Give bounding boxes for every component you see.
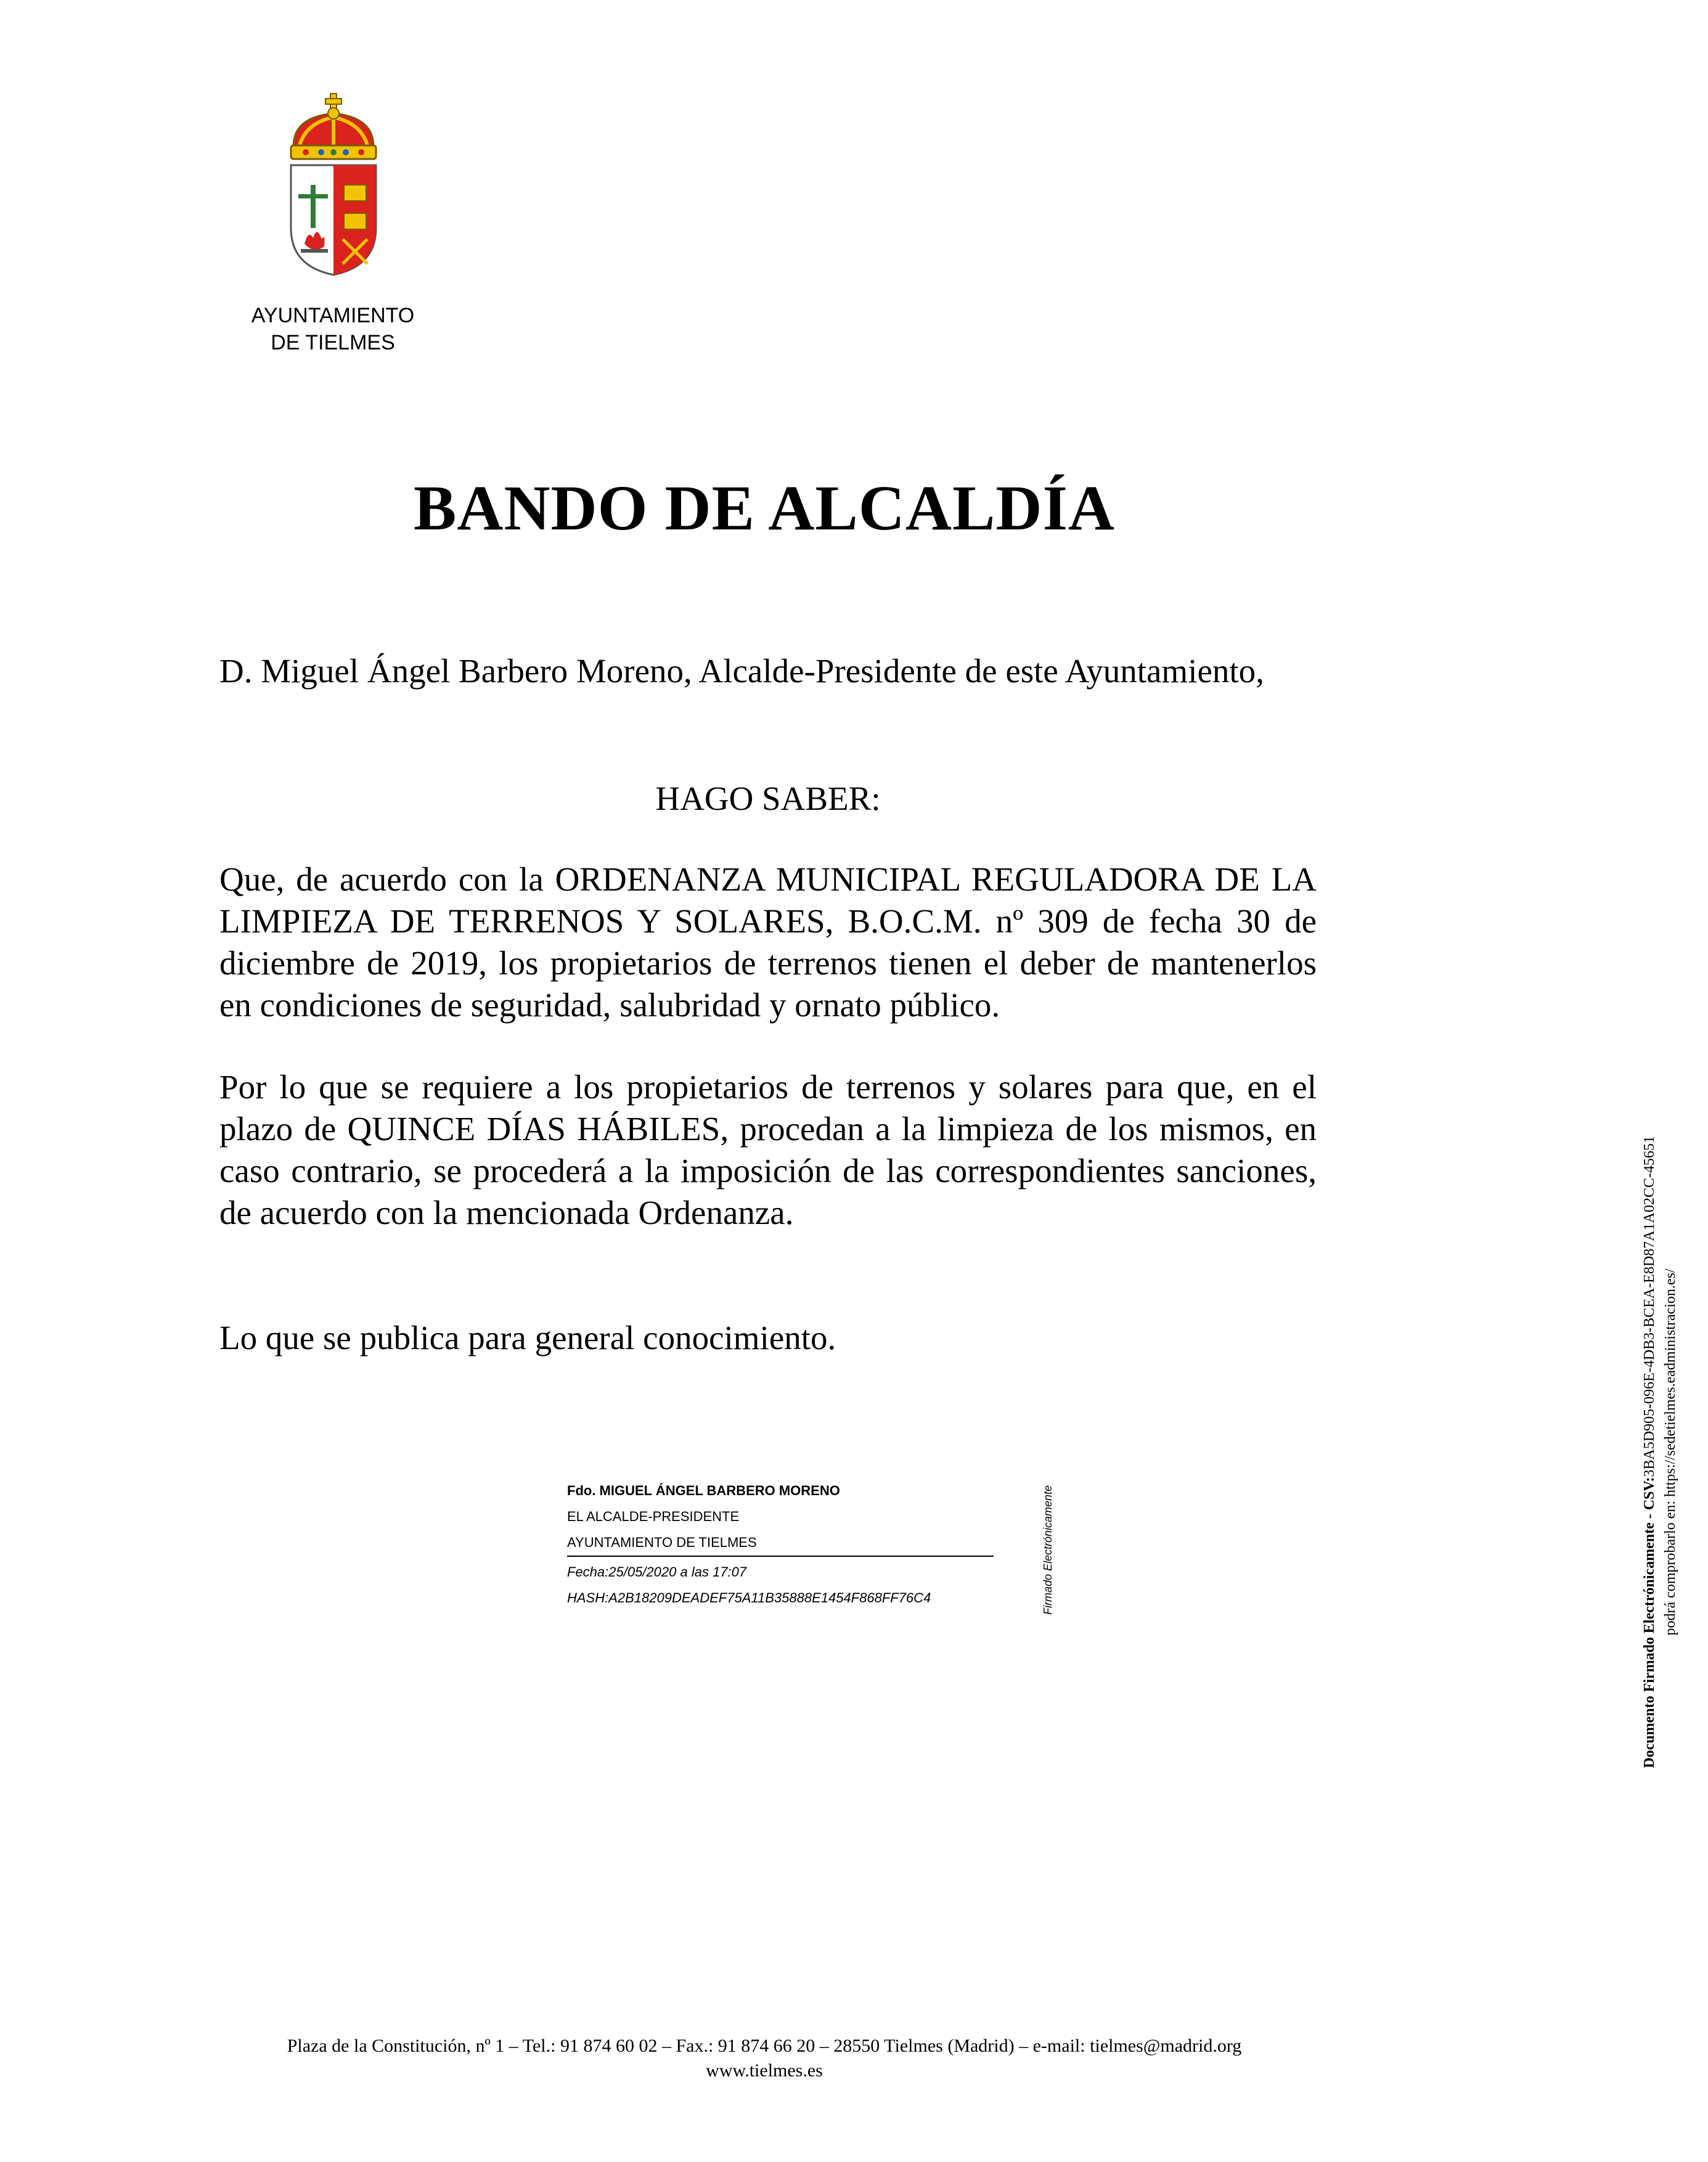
footer-website: www.tielmes.es (706, 2060, 823, 2081)
csv-label: Documento Firmado Electrónicamente - CSV: (1641, 1477, 1657, 1768)
signature-rule (567, 1556, 994, 1557)
signature-name: Fdo. MIGUEL ÁNGEL BARBERO MORENO (567, 1483, 840, 1498)
intro-paragraph: D. Miguel Ángel Barbero Moreno, Alcalde-Presidente de este Ayuntamiento, (219, 652, 1264, 690)
requirement-paragraph: Por lo que se requiere a los propietarios de terrenos y solares para que, en el plazo de QUINCE DÍAS HÁBILES, procedan a la limpieza de los mismos, en caso contrario, se procederá a la imposición de las correspondientes sanciones, de acuerdo con la mencionada Ordenanza. (219, 1068, 1317, 1231)
csv-line (1639, 1076, 1660, 1828)
signature-role: EL ALCALDE-PRESIDENTE (567, 1509, 740, 1524)
coat-of-arms-svg (281, 92, 386, 277)
footer-address: Plaza de la Constitución, nº 1 – Tel.: 91 874 60 02 – Fax.: 91 874 66 20 – 28550 Tielmes (Madrid) – e-mail: tielmes@madrid.org (287, 2036, 1242, 2056)
csv-code: 3BA5D905-096E-4DB3-BCEA-E8D87A1A02CC-45651 (1641, 1136, 1657, 1477)
page-footer (0, 2034, 1529, 2083)
organization-name (210, 302, 456, 356)
document-title: BANDO DE ALCALDÍA (413, 473, 1116, 544)
signature-entity: AYUNTAMIENTO DE TIELMES (567, 1535, 757, 1550)
signature-hash: HASH:A2B18209DEADEF75A11B35888E1454F868FF76C4 (567, 1590, 931, 1605)
signed-electronically-label: Firmado Electrónicamente (1042, 1485, 1054, 1615)
organization-line-2: DE TIELMES (271, 331, 395, 354)
signature-block (567, 1478, 999, 1611)
csv-verification-note (1639, 1076, 1708, 1828)
signature-date: Fecha:25/05/2020 a las 17:07 (567, 1564, 747, 1580)
hago-saber-heading: HAGO SABER: (655, 780, 881, 817)
closing-paragraph: Lo que se publica para general conocimiento. (219, 1319, 836, 1356)
csv-verify-url: podrá comprobarlo en: https://sedetielmes.eadministracion.es/ (1662, 1268, 1678, 1636)
coat-of-arms-icon (281, 92, 386, 277)
organization-line-1: AYUNTAMIENTO (251, 304, 415, 327)
ordinance-paragraph: Que, de acuerdo con la ORDENANZA MUNICIPAL REGULADORA DE LA LIMPIEZA DE TERRENOS Y SOLARES, B.O.C.M. nº 309 de fecha 30 de diciembre de 2019, los propietarios de terrenos tienen el deber de mantenerlos en condiciones de seguridad, salubridad y ornato público. (219, 860, 1317, 1024)
